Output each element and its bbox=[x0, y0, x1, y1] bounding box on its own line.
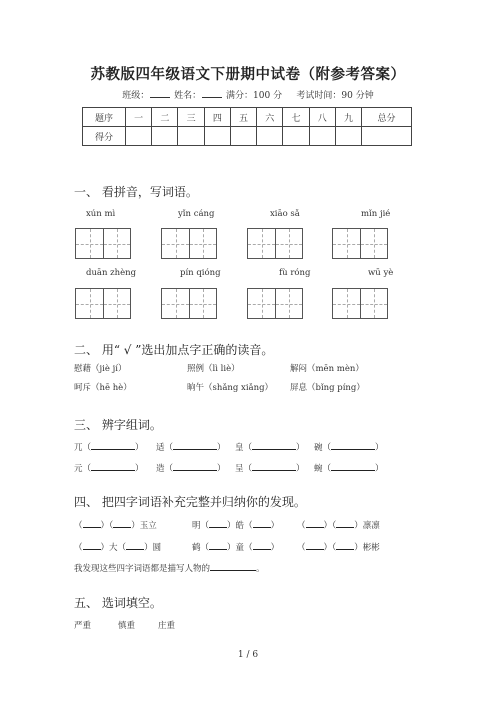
pinyin-label: yǐn cáng bbox=[178, 209, 215, 219]
answer-blank[interactable] bbox=[253, 519, 271, 528]
score-input-cell[interactable] bbox=[362, 127, 412, 146]
pinyin-label: fù róng bbox=[279, 268, 311, 278]
answer-blank[interactable] bbox=[209, 541, 227, 550]
score-cell: 四 bbox=[204, 108, 230, 127]
word-group-item: 呈（ ） bbox=[235, 464, 305, 474]
exam-info bbox=[0, 88, 496, 101]
section-5-heading: 五、 选词填空。 bbox=[74, 596, 162, 610]
answer-blank[interactable] bbox=[336, 541, 354, 550]
word-group-item: 适（ ） bbox=[156, 443, 226, 453]
answer-blank[interactable] bbox=[83, 541, 101, 550]
pinyin-label: pín qióng bbox=[180, 268, 221, 278]
class-label: 班级： bbox=[122, 91, 150, 101]
answer-blank[interactable] bbox=[209, 519, 227, 528]
reading-option[interactable]: 晌午（shǎng xiǎng） bbox=[187, 383, 274, 393]
section-3-heading: 三、 辨字组词。 bbox=[74, 418, 162, 432]
idiom-item: （ ）（ ）凛凛 bbox=[297, 521, 380, 531]
score-table-header-row bbox=[83, 108, 412, 127]
score-cell: 七 bbox=[283, 108, 309, 127]
name-blank bbox=[202, 89, 222, 98]
idiom-item: （ ）（ ）彬彬 bbox=[297, 543, 380, 553]
answer-blank[interactable] bbox=[173, 441, 217, 450]
answer-blank[interactable] bbox=[252, 462, 296, 471]
idiom-text: 鹤 bbox=[192, 543, 201, 553]
answer-blank[interactable] bbox=[306, 519, 324, 528]
reading-option[interactable]: 呵斥（hē hè） bbox=[74, 383, 132, 393]
answer-blank[interactable] bbox=[331, 462, 375, 471]
score-table-score-row bbox=[83, 127, 412, 146]
idiom-text: 圆 bbox=[152, 543, 162, 553]
score-input-cell[interactable] bbox=[230, 127, 256, 146]
answer-blank[interactable] bbox=[91, 462, 135, 471]
char: 碗 bbox=[314, 443, 323, 453]
section-4-heading: 四、 把四字词语补充完整并归纳你的发现。 bbox=[74, 495, 306, 509]
score-input-cell[interactable] bbox=[283, 127, 309, 146]
score-cell: 五 bbox=[230, 108, 256, 127]
word-group-item: 兀（ ） bbox=[74, 443, 144, 453]
writing-grid[interactable] bbox=[161, 228, 217, 259]
score-cell: 六 bbox=[257, 108, 283, 127]
writing-grid[interactable] bbox=[332, 288, 388, 319]
char: 元 bbox=[74, 464, 83, 474]
score-row-label: 得分 bbox=[83, 127, 126, 146]
pinyin-label: duān zhèng bbox=[86, 268, 137, 278]
writing-grid[interactable] bbox=[247, 228, 303, 259]
char: 适 bbox=[156, 443, 165, 453]
score-cell: 八 bbox=[309, 108, 335, 127]
score-cell: 总分 bbox=[362, 108, 412, 127]
word-choice: 慎重 bbox=[118, 621, 136, 631]
page-number: 1 / 6 bbox=[237, 650, 259, 660]
char: 蜿 bbox=[314, 464, 323, 474]
answer-blank[interactable] bbox=[336, 519, 354, 528]
idiom-text: 大 bbox=[109, 543, 118, 553]
answer-blank[interactable] bbox=[331, 441, 375, 450]
char: 造 bbox=[156, 464, 165, 474]
word-group-item: 碗（ ） bbox=[314, 443, 384, 453]
answer-blank[interactable] bbox=[83, 519, 101, 528]
reading-option[interactable]: 解闷（mēn mèn） bbox=[290, 364, 364, 374]
idiom-text: 玉立 bbox=[139, 521, 157, 531]
idiom-text: 凛凛 bbox=[362, 521, 380, 531]
answer-blank[interactable] bbox=[306, 541, 324, 550]
answer-blank[interactable] bbox=[126, 541, 144, 550]
score-cell: 一 bbox=[126, 108, 152, 127]
name-label: 姓名： bbox=[174, 91, 202, 101]
score-cell: 二 bbox=[152, 108, 178, 127]
discovery-sentence bbox=[74, 562, 265, 574]
word-choice: 庄重 bbox=[158, 621, 176, 631]
word-group-item: 蜿（ ） bbox=[314, 464, 384, 474]
exam-time: 考试时间：90 分钟 bbox=[296, 91, 374, 101]
idiom-text: 明 bbox=[192, 521, 201, 531]
char: 呈 bbox=[235, 464, 244, 474]
score-input-cell[interactable] bbox=[178, 127, 204, 146]
reading-option[interactable]: 照例（lì liè） bbox=[187, 364, 240, 374]
score-input-cell[interactable] bbox=[152, 127, 178, 146]
discovery-suffix: 。 bbox=[256, 564, 265, 574]
discovery-prefix: 我发现这些四字词语都是描写人物的 bbox=[74, 564, 211, 574]
writing-grid[interactable] bbox=[75, 288, 131, 319]
writing-grid[interactable] bbox=[75, 228, 131, 259]
answer-blank[interactable] bbox=[252, 441, 296, 450]
score-cell: 题序 bbox=[83, 108, 126, 127]
score-input-cell[interactable] bbox=[335, 127, 361, 146]
idiom-item: （ ）（ ）玉立 bbox=[74, 521, 157, 531]
answer-blank[interactable] bbox=[91, 441, 135, 450]
score-input-cell[interactable] bbox=[126, 127, 152, 146]
writing-grid[interactable] bbox=[161, 288, 217, 319]
idiom-item: 鹤（ ）童（ ） bbox=[192, 543, 280, 553]
idiom-text: 童 bbox=[235, 543, 245, 553]
char: 兀 bbox=[74, 443, 83, 453]
pinyin-label: wū yè bbox=[368, 268, 394, 278]
idiom-text: 彬彬 bbox=[362, 543, 380, 553]
pinyin-label: xún mì bbox=[86, 209, 116, 219]
writing-grid[interactable] bbox=[332, 228, 388, 259]
word-group-item: 皇（ ） bbox=[235, 443, 305, 453]
word-group-item: 元（ ） bbox=[74, 464, 144, 474]
full-score: 满分：100 分 bbox=[226, 91, 283, 101]
answer-blank[interactable] bbox=[210, 562, 256, 571]
idiom-item: （ ）大（ ）圆 bbox=[74, 543, 162, 553]
class-blank bbox=[150, 89, 170, 98]
idiom-text: 皓 bbox=[235, 521, 245, 531]
writing-grid[interactable] bbox=[247, 288, 303, 319]
score-cell: 三 bbox=[178, 108, 204, 127]
word-group-item: 造（ ） bbox=[156, 464, 226, 474]
score-cell: 九 bbox=[335, 108, 361, 127]
answer-blank[interactable] bbox=[173, 462, 217, 471]
char: 皇 bbox=[235, 443, 244, 453]
score-input-cell[interactable] bbox=[204, 127, 230, 146]
pinyin-label: xiāo sǎ bbox=[270, 209, 300, 219]
score-input-cell[interactable] bbox=[257, 127, 283, 146]
page-title: 苏教版四年级语文下册期中试卷（附参考答案） bbox=[90, 66, 406, 83]
pinyin-label: mǐn jié bbox=[361, 209, 391, 219]
section-1-heading: 一、 看拼音，写词语。 bbox=[74, 185, 198, 199]
reading-option[interactable]: 屏息（bǐng píng） bbox=[290, 383, 365, 393]
score-table bbox=[82, 107, 412, 146]
idiom-item: 明（ ）皓（ ） bbox=[192, 521, 280, 531]
reading-option[interactable]: 慰藉（jiè jí） bbox=[74, 364, 127, 374]
section-2-heading: 二、 用“ √ ”选出加点字正确的读音。 bbox=[74, 343, 274, 357]
answer-blank[interactable] bbox=[253, 541, 271, 550]
answer-blank[interactable] bbox=[113, 519, 131, 528]
score-input-cell[interactable] bbox=[309, 127, 335, 146]
word-choice: 严重 bbox=[74, 621, 92, 631]
